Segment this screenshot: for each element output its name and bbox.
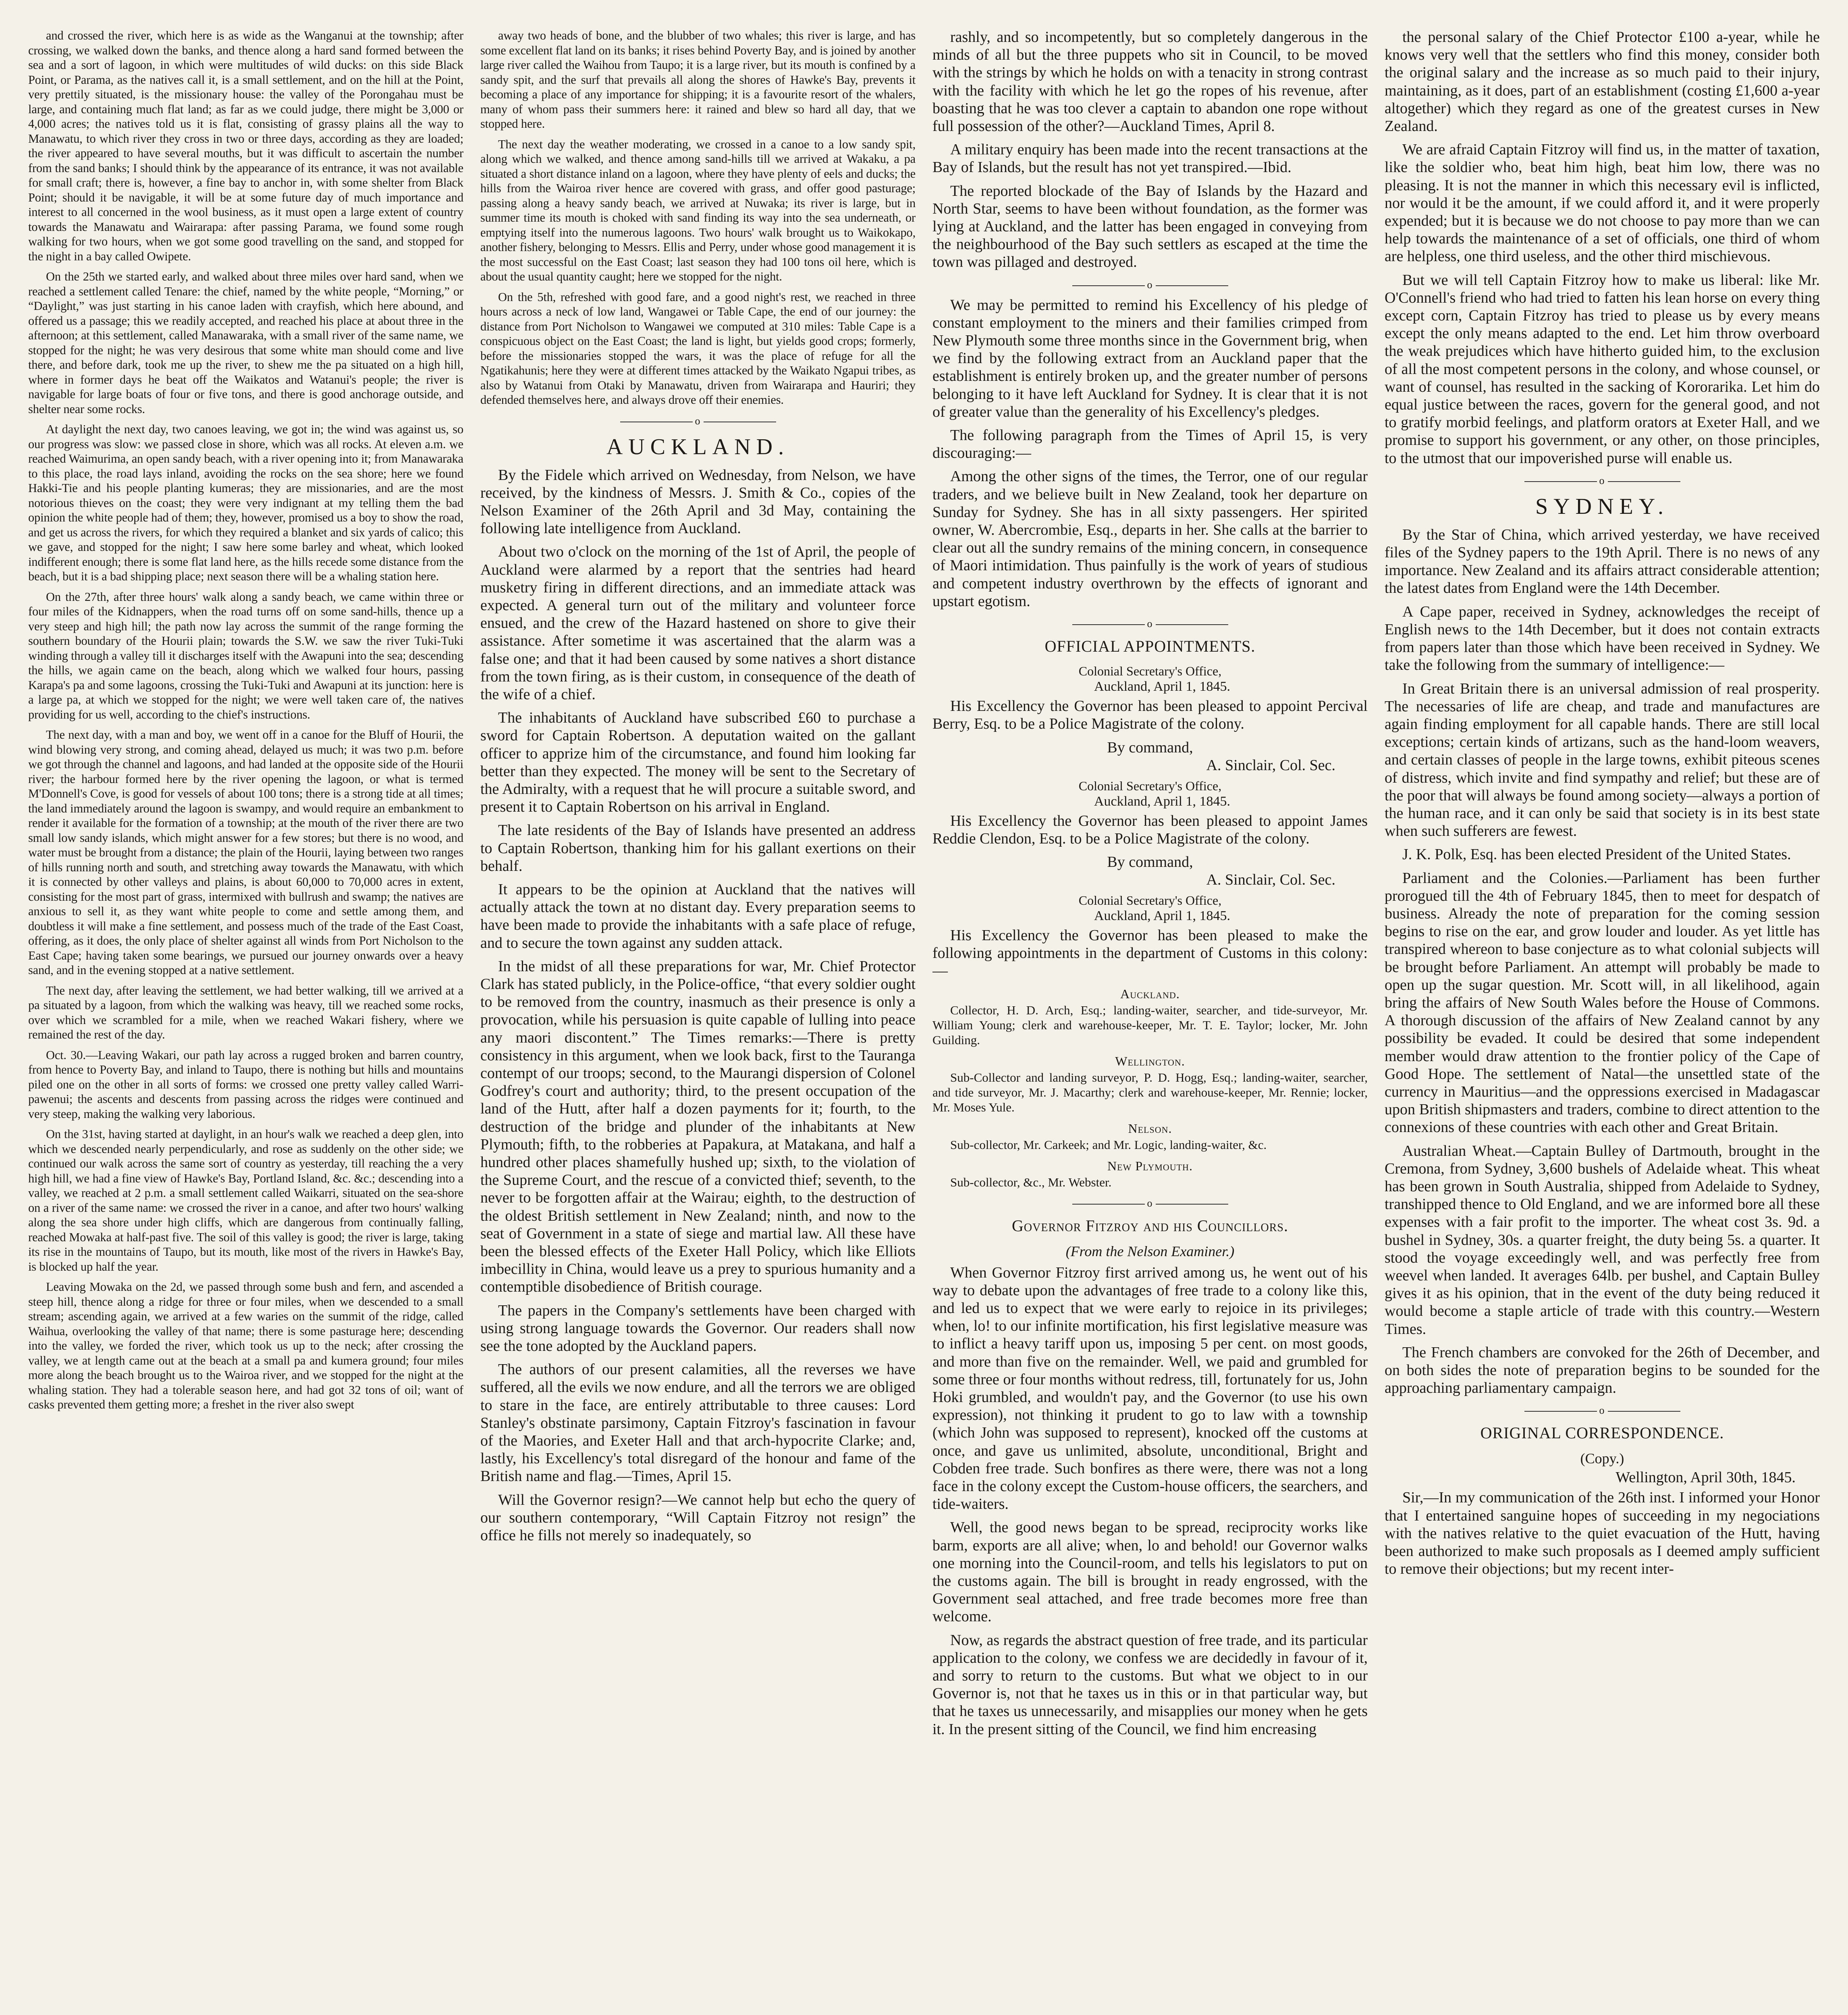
section-heading-appointments: OFFICIAL APPOINTMENTS.: [1044, 637, 1256, 656]
column-1: [28, 28, 463, 2015]
port-staff: Sub-Collector and landing surveyor, P. D. Hogg, Esq.; landing-waiter, searcher, and tide surveyor, Mr. J. Macarthy; clerk and warehouse-keeper, Mr. Rennie; locker, Mr. Moses Yule.: [932, 1070, 1368, 1114]
article-paragraph: We are afraid Captain Fitzroy will find us, in the matter of taxation, like the soldier who, beat him high, beat him low, there was no pleasing. It is not the manner in which this necessary evil is inflicted, nor would it be the amount, if we could afford it, and it were properly expended; but it is because we do not choose to pay more than we can help towards the maintenance of a set of officials, one third of whom are helpless, one third useless, and the other third mischievous.: [1385, 141, 1820, 265]
port-staff: Sub-collector, Mr. Carkeek; and Mr. Logic, landing-waiter, &c.: [950, 1137, 1267, 1152]
section-divider: o: [932, 277, 1368, 293]
section-heading-sydney: SYDNEY.: [1535, 494, 1669, 519]
article-paragraph: By the Fidele which arrived on Wednesday, from Nelson, we have received, by the kindness of Messrs. J. Smith & Co., copies of the Nelson Examiner of the 26th April and 3d May, containing the following late intelligence from Auckland.: [480, 466, 916, 537]
article-paragraph: Among the other signs of the times, the Terror, one of our regular traders, and we believe built in New Zealand, took her departure on Sunday for Sydney. She has in all sixty passengers. Her spirited owner, W. Abercrombie, Esq., departs in her. She calls at the barrier to clear out all the sundry remains of the mining concern, in consequence of Maori intimidation. Thus painfully is the work of years of studious and competent industry overthrown by the effects of ignorant and upstart egotism.: [932, 468, 1368, 610]
appointment-notice: [932, 663, 1368, 774]
notice-signature: A. Sinclair, Col. Sec.: [1206, 871, 1335, 888]
article-paragraph: We may be permitted to remind his Excellency of his pledge of constant employment to the miners and their families crimped from New Plymouth some three months since in the Government brig, when we find by the following extract from an Auckland paper that the establishment is entirely broken up, and the greater number of persons belonging to it have left Auckland for Sydney. It is clear that it is not of greater value than the generality of his Excellency's pledges.: [932, 296, 1368, 420]
article-paragraph: Parliament and the Colonies.—Parliament has been further prorogued till the 4th of February 1845, then to meet for despatch of business. Already the note of preparation for the coming session begins to rise on the ear, and grow louder and louder. As yet little has transpired whereon to base conjecture as to what colonial subjects will be brought before Parliament. An attempt will probably be made to open up the sugar question. Mr. Scott will, in all likelihood, again bring the affairs of New South Wales before the House of Commons. A thorough discussion of the affairs of New Zealand cannot by any possibility be evaded. It could be desired that some independent member would draw attention to the frontier policy of the Cape of Good Hope. The settlement of Natal—the unsettled state of the currency in Mauritius—and the oppressions exercised in Madagascar upon British shipmasters and traders, combine to direct attention to the connexions of these countries with each other and Great Britain.: [1385, 869, 1820, 1136]
article-paragraph: The next day the weather moderating, we crossed in a canoe to a low sandy spit, along which we walked, and thence among sand-hills till we arrived at Wakaku, a pa situated a short distance inland on a lagoon, where they have plenty of eels and ducks; the hills from the Wairoa river hence are covered with grass, and offer good pasturage; passing along a heavy sandy beach, we arrived at Nuwaka; its river is large, but in summer time its mouth is choked with sand finding its way into the sea underneath, or emptying itself into the numerous lagoons. Two hours' walk brought us to Waikokapo, another fishery, belonging to Messrs. Ellis and Perry, under whose good management it is the most successful on the East Coast; last season they had 100 tons oil here, which is about the usual quantity caught; here we stopped for the night.: [480, 137, 916, 283]
article-paragraph: The authors of our present calamities, all the reverses we have suffered, all the evils we now endure, and all the terrors we are obliged to stare in the face, are entirely attributable to three causes: Lord Stanley's obstinate parsimony, Captain Fitzroy's fascination in favour of the Maories, and Exeter Hall and that arch-hypocrite Clarke; and, lastly, his Excellency's total disregard of the honour and fame of the British name and flag.—Times, April 15.: [480, 1361, 916, 1485]
column-2: [480, 28, 916, 2015]
article-paragraph: The late residents of the Bay of Islands have presented an address to Captain Robertson, thanking him for his gallant exertions on their behalf.: [480, 822, 916, 875]
port-name: Auckland.: [1120, 986, 1180, 1001]
notice-date: Auckland, April 1, 1845.: [1094, 908, 1231, 923]
article-paragraph: The French chambers are convoked for the 26th of December, and on both sides the note of preparation begins to be sounded for the approaching parliamentary campaign.: [1385, 1344, 1820, 1397]
notice-text: His Excellency the Governor has been pleased to appoint Percival Berry, Esq. to be a Police Magistrate of the colony.: [932, 698, 1368, 733]
article-paragraph: The following paragraph from the Times of April 15, is very discouraging:—: [932, 427, 1368, 462]
article-paragraph: The reported blockade of the Bay of Islands by the Hazard and North Star, seems to have been without foundation, as the former was lying at Auckland, and the latter has been engaged in conveying from the neighbourhood of the Bay such settlers as escaped at the time the town was pillaged and destroyed.: [932, 182, 1368, 271]
notice-office: Colonial Secretary's Office,: [1078, 893, 1222, 908]
article-paragraph: the personal salary of the Chief Protector £100 a-year, while he knows very well that the settlers who find this money, consider both the original salary and the increase as so much paid to their injury, maintaining, as it does, part of an establishment (costing £1,600 a-year altogether) which they regard as one of the greatest curses in New Zealand.: [1385, 29, 1820, 135]
article-paragraph: Well, the good news began to be spread, reciprocity works like barm, exports are all alive; when, lo and behold! our Governor walks one morning into the Council-room, and tells his legislators to put on the customs again. The bill is brought in ready engrossed, with the Government seal attached, and free trade becomes more free than welcome.: [932, 1519, 1368, 1625]
article-paragraph: Australian Wheat.—Captain Bulley of Dartmouth, brought in the Cremona, from Sydney, 3,600 bushels of Adelaide wheat. This wheat has been grown in South Australia, shipped from Adelaide to Sydney, transhipped thence to Old England, and we are informed bore all these expenses with a fair profit to the importer. The wheat cost 3s. 9d. a bushel in Sydney, 30s. a quarter freight, the duty being 5s. a quarter. It stood the voyage exceedingly well, and was perfectly free from weevel when landed. It averages 64lb. per bushel, and Captain Bulley gives it as his opinion, that in the event of the duty being reduced it would become a staple article of trade with this country.—Western Times.: [1385, 1142, 1820, 1338]
notice-date: Auckland, April 1, 1845.: [1094, 794, 1231, 809]
notice-text: His Excellency the Governor has been pleased to make the following appointments in the department of Customs in this colony:—: [932, 926, 1368, 980]
column-3: [932, 28, 1368, 2015]
letter-dateline: Wellington, April 30th, 1845.: [1615, 1469, 1796, 1486]
article-paragraph: Leaving Mowaka on the 2d, we passed through some bush and fern, and ascended a steep hill, thence along a ridge for three or four miles, when we descended to a small stream; ascending again, we arrived at a few waries on the summit of the ridge, called Waihua, overlooking the valley of that name; there is some pasturage here; descending into the valley, we forded the river, which took us up to the neck; after crossing the valley, we at length came out at the beach at a small pa and kumera ground; four miles more along the beach brought us to the Wairoa river, and we stopped for the night at the whaling station. They had a tolerable season here, and had got 32 tons of oil; want of casks prevented them getting more; a freshet in the river also swept: [28, 1280, 463, 1411]
article-paragraph: In Great Britain there is an universal admission of real prosperity. The necessaries of life are cheap, and trade and manufactures are again finding employment for all capable hands. There are still local exceptions; certain kinds of artizans, such as the hand-loom weavers, and certain classes of people in the large towns, exhibit piteous scenes of distress, which invite and find sympathy and relief; but these are of the poor that will always be found among society—always a portion of the human race, and it can only be said that society is in its best state when such sufferers are fewest.: [1385, 680, 1820, 840]
column-4: [1385, 28, 1820, 2015]
article-paragraph: When Governor Fitzroy first arrived among us, he went out of his way to debate upon the advantages of free trade to a colony like this, and led us to expect that we were early to rejoice in its privileges; when, lo! to our infinite mortification, his first legislative measure was to inflict a heavy tariff upon us, imposing 5 per cent. on most goods, and more than five on the remainder. Well, we paid and grumbled for some three or four months without redress, till, fortunately for us, John Hoki grumbled, and wouldn't pay, and the Governor (to use his own expression), not thinking it prudent to go to law with a township (which John was supposed to represent), knocked off the customs at once, and gave us unlimited, absolute, unconditional, Bright and Cobden free trade. Such bonfires as there were, there was not a long face in the colony except the Custom-house officers, the searchers, and tide-waiters.: [932, 1264, 1368, 1513]
article-paragraph: About two o'clock on the morning of the 1st of April, the people of Auckland were alarmed by a report that the sentries had heard musketry firing in different directions, and an immediate attack was expected. A general turn out of the military and volunteer force ensued, and the crew of the Hazard hastened on shore to give their assistance. After sometime it was ascertained that the alarm was a false one; and that it had been caused by some natives a short distance from the town firing, as is their custom, in consequence of the death of the wife of a chief.: [480, 543, 916, 703]
port-name: Wellington.: [1115, 1053, 1185, 1068]
article-paragraph: On the 27th, after three hours' walk along a sandy beach, we came within three or four miles of the Kidnappers, when the road turns off on some sand-hills, thence up a very steep and high hill; the path now lay across the summit of the range forming the southern boundary of the Hourii plain; towards the S.W. we saw the river Tuki-Tuki winding through a valley till it discharges itself with the Awapuni into the sea; descending the hills, we again came on the beach, along which we walked four hours, passing Karapa's pa and some lagoons, crossing the Tuki-Tuki and Awapuni at its junction: here is a large pa, at which we stopped for the night; we were well taken care of, the natives providing for us well, according to the chief's instructions.: [28, 590, 463, 721]
article-paragraph: away two heads of bone, and the blubber of two whales; this river is large, and has some excellent flat land on its banks; it rises behind Poverty Bay, and is joined by another large river called the Waihou from Taupo; it is a large river, but its mouth is confined by a sandy spit, and the surf that prevails all along the shores of Hawke's Bay, prevents it becoming a place of any importance for shipping; it is a favourite resort of the whalers, many of whom pass their summers here: it rained and blew so hard all day, that we stopped here.: [480, 29, 916, 131]
appointment-notice: [932, 893, 1368, 980]
article-paragraph: Will the Governor resign?—We cannot help but echo the query of our southern contemporary, “Will Captain Fitzroy not resign” the office he fills not merely so inadequately, so: [480, 1491, 916, 1544]
section-divider: o: [932, 1195, 1368, 1211]
article-paragraph: On the 5th, refreshed with good fare, and a good night's rest, we reached in three hours across a neck of low land, Wangawei or Table Cape, the end of our journey: the distance from Port Nicholson to Wangawei we computed at 310 miles: Table Cape is a conspicuous object on the East Coast; the land is light, but yields good crops; formerly, before the missionaries stopped the wars, it was the place of refuge for all the Ngatikahunis; here they were at different times attacked by the Waikato Ngapui tribes, as also by Watanui from Otaki by Manawatu, driven from Wairarapa and Hauriri; they defended themselves here, and always drove off their enemies.: [480, 290, 916, 407]
section-divider: o: [1385, 1402, 1820, 1419]
article-paragraph: rashly, and so incompetently, but so completely dangerous in the minds of all but the three puppets who sit in Council, to be moved with the strings by which he holds on with a tenacity in strong contrast with the facility with which he let go the ropes of his revenue, after boasting that he was too clever a captain to abandon one rope without full possession of the other?—Auckland Times, April 8.: [932, 29, 1368, 135]
article-paragraph: It appears to be the opinion at Auckland that the natives will actually attack the town at no distant day. Every preparation seems to have been made to provide the inhabitants with a safe place of refuge, and to secure the town against any sudden attack.: [480, 881, 916, 951]
article-paragraph: At daylight the next day, two canoes leaving, we got in; the wind was against us, so our progress was slow: we passed close in shore, which was all rocks. At eleven a.m. we reached Waimurima, an open sandy beach, with a river opening into it; from Manawaraka to this place, the road lays inland, avoiding the rocks on the sea shore; here we found Hakki-Tie and his people planting kumeras; they are missionaries, and are the most notorious thieves on the coast; they were very indignant at my telling them the bad opinion the white people had of them; they, however, promised us a boy to show the road, and get us across the rivers, for which they required a blanket and six yards of calico; this we gave, and stopped for the night; I saw here some barley and wheat, which looked indifferent enough; there is some flat land here, as the hills recede some distance from the beach, but it is a bad shipping place; next season there will be a whaling station here.: [28, 422, 463, 583]
article-paragraph: A military enquiry has been made into the recent transactions at the Bay of Islands, but the result has not yet transpired.—Ibid.: [932, 141, 1368, 176]
article-paragraph: But we will tell Captain Fitzroy how to make us liberal: like Mr. O'Connell's friend who had tried to fatten his lean horse on every thing except corn, Captain Fitzroy has tried to please us by every means except the only means adapted to the end. Let him throw overboard the weak prejudices which have hitherto guided him, to the exclusion of all the most competent persons in the colony, and whose counsel, or want of counsel, has resulted in the sacking of Kororarika. Let him do equal justice between the races, govern for the general good, and not to gratify morbid feelings, and platform orators at Exeter Hall, and we promise to support his government, or any other, on those principles, to the utmost that our impoverished purse will enable us.: [1385, 271, 1820, 467]
article-paragraph: Now, as regards the abstract question of free trade, and its particular application to the colony, we confess we are decidedly in favour of it, and sorry to return to the customs. But what we object to in our Governor is, not that he taxes us in this or in that particular way, but that he taxes us unnecessarily, and misapplies our money when he gets it. In the present sitting of the Council, we find him encreasing: [932, 1631, 1368, 1738]
article-paragraph: A Cape paper, received in Sydney, acknowledges the receipt of English news to the 14th December, but it does not contain extracts from papers later than those which have been received in Sydney. We take the following from the summary of intelligence:—: [1385, 603, 1820, 674]
port-staff: Sub-collector, &c., Mr. Webster.: [950, 1175, 1112, 1189]
article-paragraph: On the 25th we started early, and walked about three miles over hard sand, when we reached a settlement called Tenare: the chief, named by the white people, “Morning,” or “Daylight,” was just starting in his canoe laden with crayfish, which here abound, and offered us a passage; this we readily accepted, and reached his place at about three in the afternoon; at this settlement, called Manawaraka, with a small river of the same name, we stopped for the night; he was very desirous that some white man should come and live there, and before dark, took me up the river, to shew me the pa situated on a high hill, where in former days he beat off the Waikatos and Watanui's people; the river is navigable for large boats of four or five tons, and there is good anchorage outside, and shelter near some rocks.: [28, 270, 463, 416]
notice-command: By command,: [1107, 853, 1193, 870]
source-attribution: (From the Nelson Examiner.): [1065, 1243, 1235, 1259]
section-divider: o: [1385, 473, 1820, 489]
article-paragraph: and crossed the river, which here is as wide as the Wanganui at the township; after crossing, we walked down the banks, and thence along a hard sand formed between the sea and a sort of lagoon, in which were multitudes of wild ducks: on this side Black Point, or Parama, as the natives call it, is a small settlement, and on the hill at the Point, very prettily situated, is the missionary house: the valley of the Porongahau must be large, and containing much flat land; as far as we could judge, there might be 3,000 or 4,000 acres; the natives told us it is flat, consisting of grassy plains all the way to Manawatu, to which river they cross in two or three days, according as they are loaded; the river appeared to have several mouths, but it was difficult to ascertain the number from the sand banks; I should think by the appearance of its entrance, it was not available for small craft; there is, however, a fine bay to anchor in, with some shelter from Black Point; should it be navigable, it will be at some future day of much importance and interest to all concerned in the wool business, as it must open a large extent of country towards the Manawatu and Wairarapa: after passing Parama, we found some rough walking for two hours, when we got some good travelling on the sand, and stopped for the night in a bay called Owipete.: [28, 29, 463, 263]
article-paragraph: The inhabitants of Auckland have subscribed £60 to purchase a sword for Captain Robertson. A deputation waited on the gallant officer to apprize him of the circumstance, and found him looking far better than they expected. The money will be sent to the Secretary of the Admiralty, with a request that he will procure a suitable sword, and present it to Captain Robertson on his arrival in England.: [480, 709, 916, 816]
copy-label: (Copy.): [1580, 1450, 1624, 1467]
notice-command: By command,: [1107, 739, 1193, 756]
auckland-article: [480, 466, 916, 1545]
article-paragraph: Oct. 30.—Leaving Wakari, our path lay across a rugged broken and barren country, from hence to Poverty Bay, and inland to Taupo, there is nothing but hills and mountains piled one on the other in all sorts of forms: we crossed one pretty valley called Warri-pawenui; the ascents and descents from passing across the ridges were continued and very steep, making the walking very laborious.: [28, 1048, 463, 1121]
article-paragraph: The papers in the Company's settlements have been charged with using strong language towards the Governor. Our readers shall now see the tone adopted by the Auckland papers.: [480, 1302, 916, 1355]
article-paragraph: By the Star of China, which arrived yesterday, we have received files of the Sydney papers to the 19th April. There is no news of any importance. New Zealand and its affairs attract considerable attention; the latest dates from England were the 14th December.: [1385, 526, 1820, 597]
section-heading-auckland: AUCKLAND.: [606, 434, 790, 459]
port-name: New Plymouth.: [1107, 1158, 1193, 1173]
notice-office: Colonial Secretary's Office,: [1078, 664, 1222, 679]
section-heading-governor: Governor Fitzroy and his Councillors.: [1012, 1216, 1288, 1235]
section-divider: o: [480, 413, 916, 429]
appointment-notice: [932, 778, 1368, 889]
journal-continuation: [480, 28, 916, 407]
port-name: Nelson.: [1128, 1121, 1172, 1136]
port-staff: Collector, H. D. Arch, Esq.; landing-waiter, searcher, and tide-surveyor, Mr. William Young; clerk and warehouse-keeper, Mr. T. E. Taylor; locker, Mr. John Guilding.: [932, 1003, 1368, 1047]
section-heading-correspondence: ORIGINAL CORRESPONDENCE.: [1480, 1424, 1724, 1442]
section-divider: o: [932, 616, 1368, 632]
notice-date: Auckland, April 1, 1845.: [1094, 679, 1231, 694]
article-paragraph: The next day, after leaving the settlement, we had better walking, till we arrived at a pa situated by a lagoon, from which the walking was heavy, till we reached some rocks, over which we scrambled for a mile, when we reached Wakari fishery, where we remained the rest of the day.: [28, 983, 463, 1041]
article-paragraph: In the midst of all these preparations for war, Mr. Chief Protector Clark has stated publicly, in the Police-office, “that every soldier ought to be removed from the country, inasmuch as their presence is only a provocation, while his persuasion is quite capable of lulling into peace any maori discontent.” The Times remarks:—There is pretty consistency in this argument, when we look back, first to the Tauranga contempt of our troops; second, to the Maurangi dispersion of Colonel Godfrey's court and authority; third, to the present occupation of the land of the Hutt, after half a dozen payments for it; fourth, to the destruction of the bridge and plunder of the inhabitants at New Plymouth; fifth, to the robberies at Papakura, at Matakana, and half a hundred other places shamefully hushed up; sixth, to the violation of the Supreme Court, and the rescue of a convicted thief; seventh, to the never to be forgotten affair at the Wairau; eighth, to the destruction of the oldest British settlement in New Zealand; ninth, and now to the seat of Government in a state of siege and martial law. All these have been the blessed effects of the Exeter Hall Policy, which like Elliots imbecillity in China, would leave us a prey to spurious humanity and a contemptible disobedience of British courage.: [480, 958, 916, 1296]
article-paragraph: The next day, with a man and boy, we went off in a canoe for the Bluff of Hourii, the wind blowing very strong, and coming ahead, delayed us much; it was two p.m. before we got through the channel and lagoons, and had landed at the opposite side of the Hourii river; the harbour formed here by the river opening the lagoon, or what is termed M'Donnell's Cove, is good for vessels of about 100 tons; there is a strong tide at all times; the land immediately around the lagoon is swampy, and would require an embankment to render it available for the formation of a township; at the mouth of the river there are two small low sandy islands, which might answer for a few stores; but there is no wood, and water must be brought from a distance; the plain of the Hourii, laying between two ranges of hills running north and south, and stretching away towards the Manawatu, with which it is connected by other valleys and plains, is about 60,000 to 70,000 acres in extent, consisting for the most part of grass, intermixed with bullrush and swamp; the natives are anxious to sell it, as they want white people to come and settle among them, and doubtless it will make a fine settlement, and possess much of the trade of the East Coast, offering, as it does, the only place of shelter against all winds from Port Nicholson to the East Cape; having taken some bearings, we pursued our journey onwards over a heavy sand, and in the evening stopped at a native settlement.: [28, 728, 463, 977]
letter-paragraph: Sir,—In my communication of the 26th inst. I informed your Honor that I entertained sanguine hopes of succeeding in my negociations with the natives relative to the quiet evacuation of the Hutt, having been authorized to make such proposals as I deemed amply sufficient to remove their objections; but my recent inter-: [1385, 1489, 1820, 1578]
notice-signature: A. Sinclair, Col. Sec.: [1206, 756, 1335, 774]
article-paragraph: On the 31st, having started at daylight, in an hour's walk we reached a deep glen, into which we descended nearly perpendicularly, and rose as suddenly on the other side; we continued our walk across the same sort of country as yesterday, till reaching the a very high hill, we had a fine view of Hawke's Bay, Portland Island, &c. &c.; descending into a valley, we reached at 2 p.m. a small settlement called Waikarri, situated on the sea-shore on a river of the same name: we crossed the river in a canoe, and after two hours' walking along the sea shore under high cliffs, which are dangerous from continually falling, reached Mowaka at half-past five. The soil of this valley is good; the river is large, taking its rise in the mountains of Taupo, but its mouth, like most of the rivers in Hawke's Bay, is blocked up half the year.: [28, 1127, 463, 1273]
article-paragraph: J. K. Polk, Esq. has been elected President of the United States.: [1402, 846, 1791, 863]
notice-text: His Excellency the Governor has been pleased to appoint James Reddie Clendon, Esq. to be a Police Magistrate of the colony.: [932, 812, 1368, 847]
notice-office: Colonial Secretary's Office,: [1078, 778, 1222, 793]
